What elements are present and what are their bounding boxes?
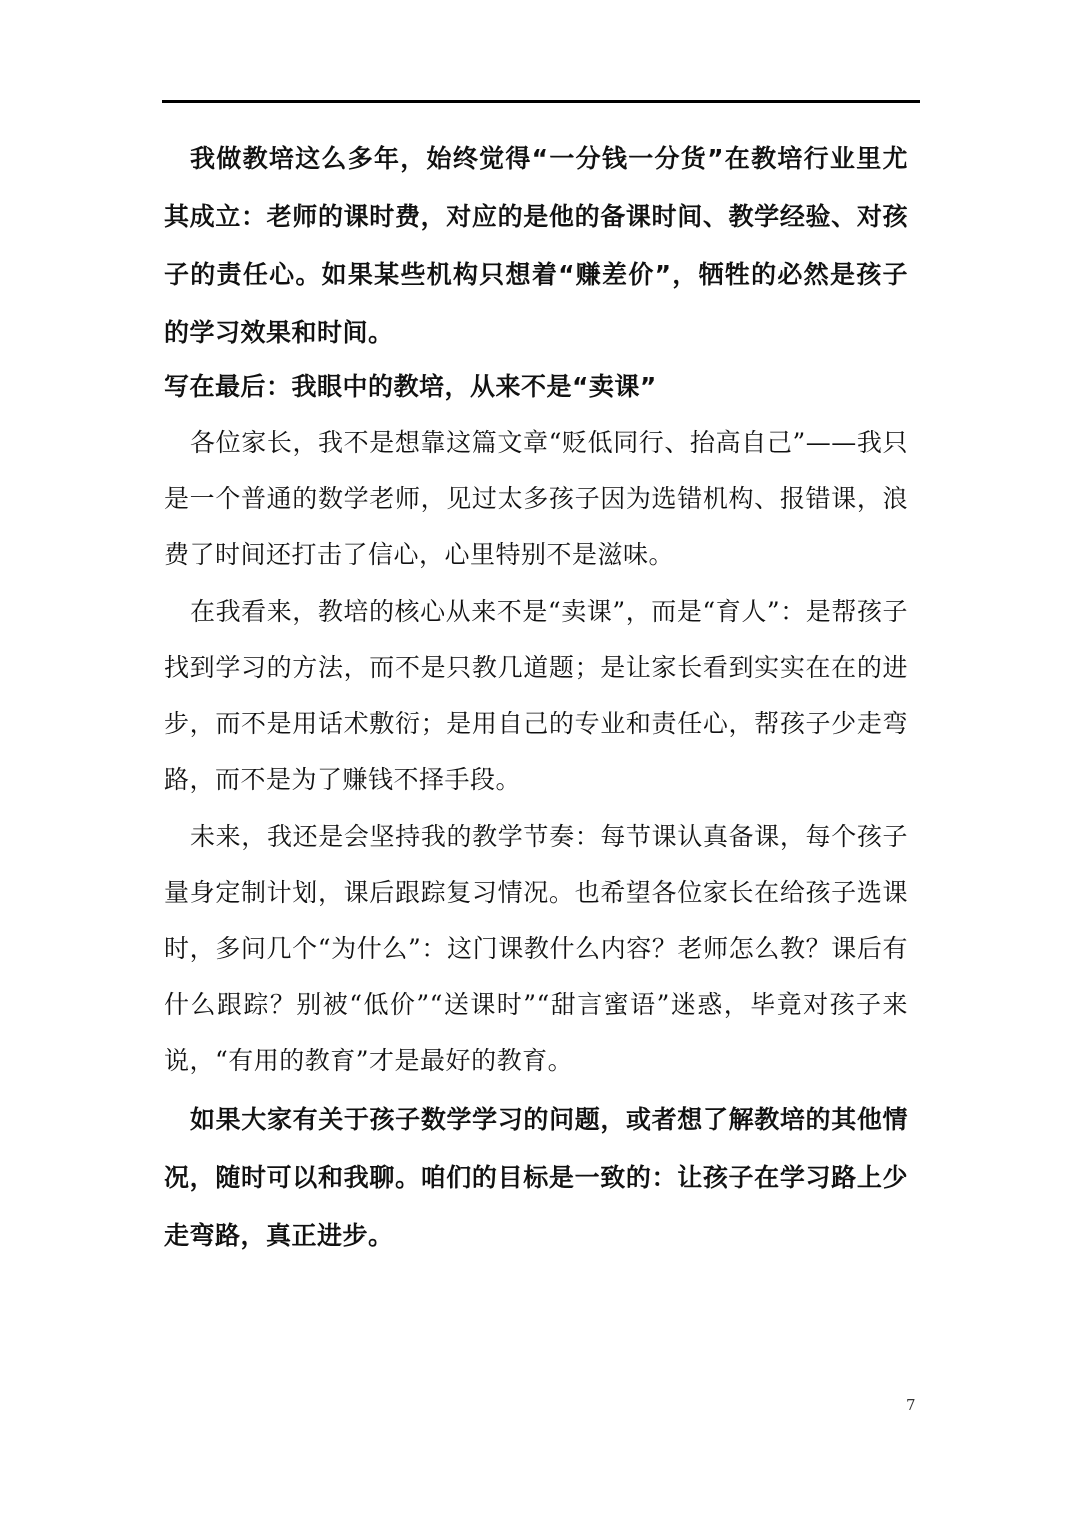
header-rule: [162, 100, 920, 103]
body-paragraph-1: 各位家长，我不是想靠这篇文章“贬低同行、抬高自己”——我只是一个普通的数学老师，见过太多孩子因为选错机构、报错课，浪费了时间还打击了信心，心里特别不是滋味。: [164, 428, 908, 569]
closing-paragraph: 如果大家有关于孩子数学学习的问题，或者想了解教培的其他情况，随时可以和我聊。咱们的目标是一致的：让孩子在学习路上少走弯路，真正进步。: [164, 1105, 908, 1250]
page-number: 7: [906, 1396, 916, 1414]
body-paragraph-2: 在我看来，教培的核心从来不是“卖课”，而是“育人”：是帮孩子找到学习的方法，而不是只教几道题；是让家长看到实实在在的进步，而不是用话术敷衍；是用自己的专业和责任心，帮孩子少走弯路，而不是为了赚钱不择手段。: [164, 597, 908, 794]
body-paragraph-3: 未来，我还是会坚持我的教学节奏：每节课认真备课，每个孩子量身定制计划，课后跟踪复习情况。也希望各位家长在给孩子选课时，多问几个“为什么”：这门课教什么内容？老师怎么教？课后有什么跟踪？别被“低价”“送课时”“甜言蜜语”迷惑，毕竟对孩子来说，“有用的教育”才是最好的教育。: [164, 822, 908, 1075]
intro-paragraph: 我做教培这么多年，始终觉得“一分钱一分货”在教培行业里尤其成立：老师的课时费，对应的是他的备课时间、教学经验、对孩子的责任心。如果某些机构只想着“赚差价”，牺牲的必然是孩子的学习效果和时间。: [164, 144, 908, 347]
section-heading: 写在最后：我眼中的教培，从来不是“卖课”: [164, 372, 657, 401]
